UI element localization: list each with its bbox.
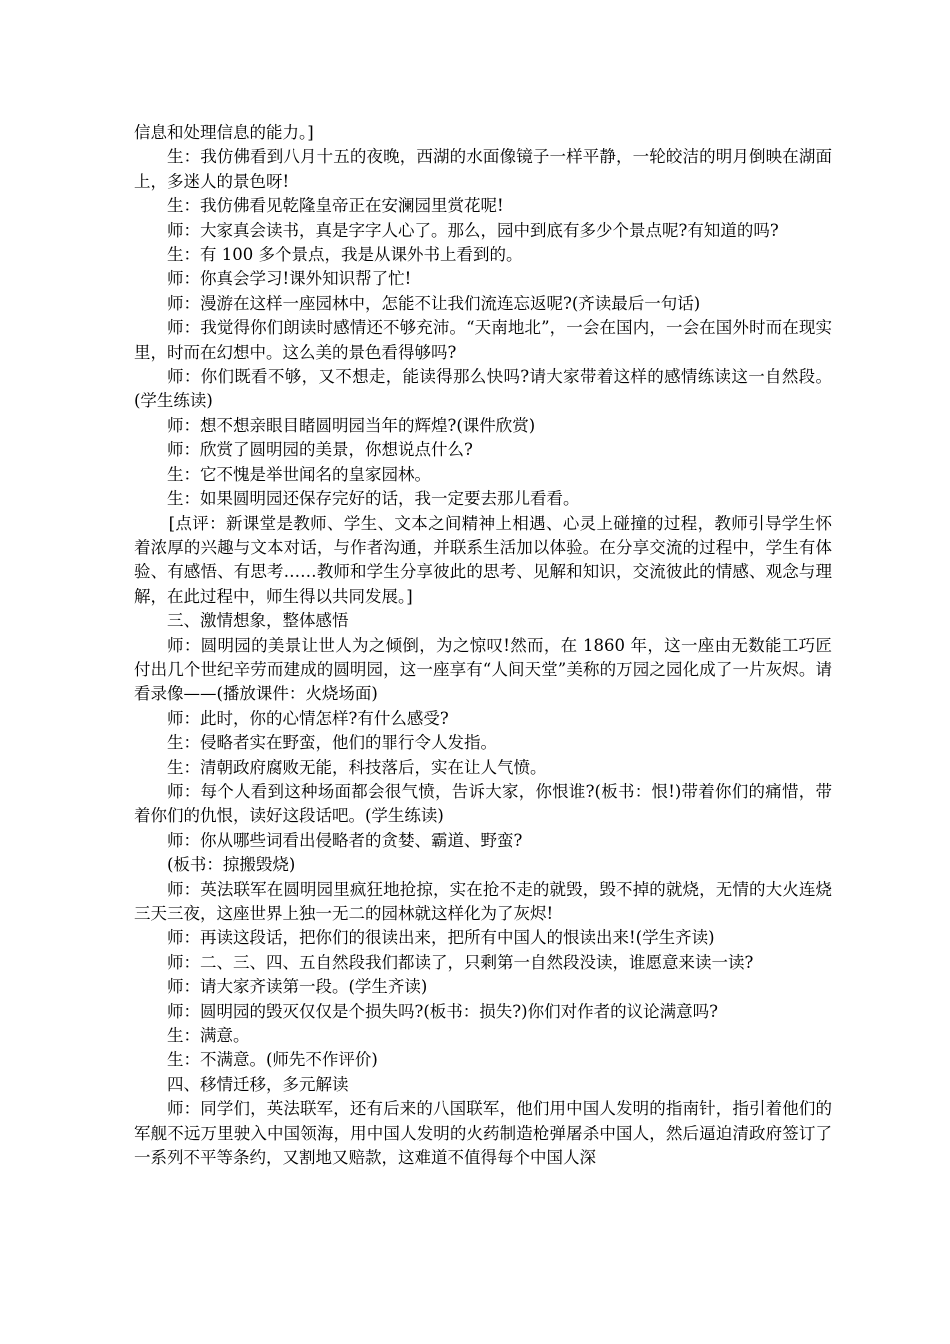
- paragraph: 生：它不愧是举世闻名的皇家园林。: [167, 464, 431, 484]
- paragraph: 师：再读这段话，把你们的很读出来，把所有中国人的恨读出来!(学生齐读): [167, 928, 715, 948]
- paragraph: 生：满意。: [167, 1026, 250, 1046]
- paragraph: 生：有 100 多个景点，我是从课外书上看到的。: [167, 245, 523, 265]
- section-heading: 四、移情迁移，多元解读: [167, 1074, 349, 1094]
- paragraph: 师：圆明园的美景让世人为之倾倒，为之惊叹!然而，在 1860 年，这一座由无数能工巧匠付出几个世纪辛劳而建成的圆明园，这一座享有“人间天堂”美称的万园之园化成了一片灰烬。请看录像——(播放课件：火烧场面): [134, 635, 832, 704]
- paragraph: (板书：掠搬毁烧): [167, 855, 296, 875]
- paragraph: 师：二、三、四、五自然段我们都读了，只剩第一自然段没读，谁愿意来读一读?: [167, 952, 754, 972]
- paragraph: 生：我仿佛看见乾隆皇帝正在安澜园里赏花呢!: [167, 196, 504, 216]
- commentary-paragraph: [点评：新课堂是教师、学生、文本之间精神上相遇、心灵上碰撞的过程，教师引导学生怀着浓厚的兴趣与文本对话，与作者沟通，并联系生活加以体验。在分享交流的过程中，学生有体验、有感悟、有思考……教师和学生分享彼此的思考、见解和知识，交流彼此的情感、观念与理解，在此过程中，师生得以共同发展。]: [134, 513, 832, 606]
- paragraph: 师：请大家齐读第一段。(学生齐读): [167, 977, 428, 997]
- paragraph: 师：同学们，英法联军，还有后来的八国联军，他们用中国人发明的指南针，指引着他们的军舰不远万里驶入中国领海，用中国人发明的火药制造枪弹屠杀中国人，然后逼迫清政府签订了一系列不平等条约，又割地又赔款，这难道不值得每个中国人深: [134, 1099, 832, 1168]
- paragraph: 师：欣赏了圆明园的美景，你想说点什么?: [167, 440, 473, 460]
- paragraph: 师：想不想亲眼目睹圆明园当年的辉煌?(课件欣赏): [167, 415, 536, 435]
- paragraph: 师：你真会学习!课外知识帮了忙!: [167, 269, 412, 289]
- paragraph: 师：你们既看不够，又不想走，能读得那么快吗?请大家带着这样的感情练读这一自然段。(学生练读): [134, 367, 832, 411]
- paragraph: 师：大家真会读书，真是字字人心了。那么，园中到底有多少个景点呢?有知道的吗?: [167, 220, 779, 240]
- paragraph: 生：侵略者实在野蛮，他们的罪行令人发指。: [167, 733, 497, 753]
- paragraph: 师：英法联军在圆明园里疯狂地抢掠，实在抢不走的就毁，毁不掉的就烧，无情的大火连烧三天三夜，这座世界上独一无二的园林就这样化为了灰烬!: [134, 879, 832, 923]
- section-heading: 三、激情想象，整体感悟: [167, 611, 349, 631]
- paragraph: 师：你从哪些词看出侵略者的贪婪、霸道、野蛮?: [167, 830, 523, 850]
- paragraph: 师：漫游在这样一座园林中，怎能不让我们流连忘返呢?(齐读最后一句话): [167, 293, 701, 313]
- paragraph: 师：每个人看到这种场面都会很气愤，告诉大家，你恨谁?(板书：恨!)带着你们的痛惜，带着你们的仇恨，读好这段话吧。(学生练读): [134, 781, 832, 826]
- paragraph: 生：不满意。(师先不作评价): [167, 1050, 378, 1070]
- paragraph: 信息和处理信息的能力。]: [134, 123, 314, 142]
- paragraph: 师：此时，你的心情怎样?有什么感受?: [167, 708, 449, 728]
- paragraph: 生：如果圆明园还保存完好的话，我一定要去那儿看看。: [167, 489, 580, 509]
- paragraph: 生：我仿佛看到八月十五的夜晚，西湖的水面像镜子一样平静，一轮皎洁的明月倒映在湖面上，多迷人的景色呀!: [134, 147, 832, 191]
- paragraph: 生：清朝政府腐败无能，科技落后，实在让人气愤。: [167, 757, 547, 777]
- paragraph: 师：我觉得你们朗读时感情还不够充沛。“天南地北”，一会在国内，一会在国外时而在现实里，时而在幻想中。这么美的景色看得够吗?: [134, 318, 832, 362]
- document-body: [134, 121, 832, 1170]
- paragraph: 师：圆明园的毁灭仅仅是个损失吗?(板书：损失?)你们对作者的议论满意吗?: [167, 1001, 718, 1021]
